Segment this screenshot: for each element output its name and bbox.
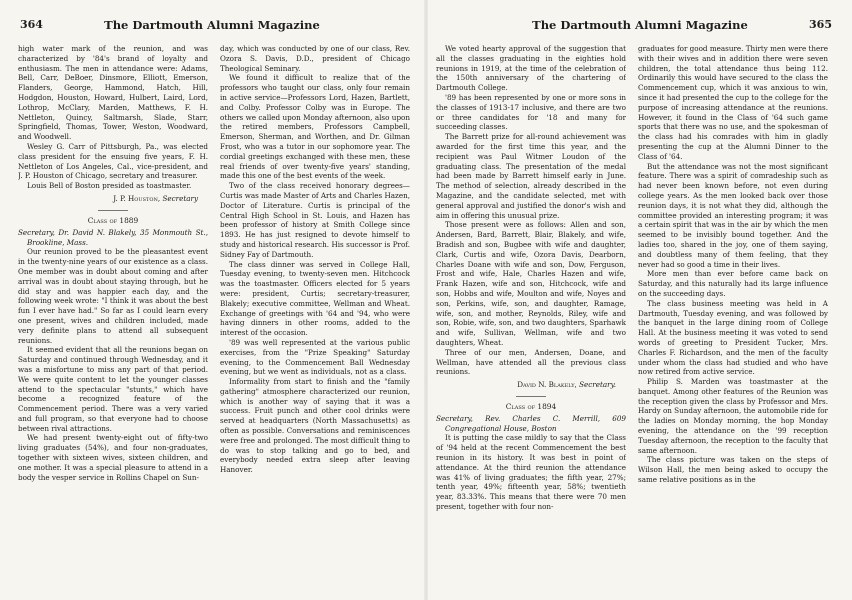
paragraph: day, which was conducted by one of our class, Rev. Ozora S. Davis, D.D., president of Chicago Theological Seminary. <box>220 44 410 73</box>
paragraph: '89 has been represented by one or more sons in the classes of 1913-17 inclusive, and there are two or three candidates for '18 and many for succeeding classes. <box>436 92 626 132</box>
signature-role: Secretary <box>162 193 198 203</box>
class-1894-secretary: Secretary, Rev. Charles C. Merrill, 609 Congregational House, Boston <box>436 413 626 433</box>
paragraph: It seemed evident that all the reunions began on Saturday and continued through Wednesday, and it was a misfortune to miss any part of that period. We were quite content to let the younger classes attend to the spectacular "stunts," which have become a recognized feature of the Commencement period. There was a very varied and full program, so that everyone had to choose between rival attractions. <box>18 345 208 433</box>
paragraph: Informality from start to finish and the "family gathering" atmosphere characterized our reunion, which is another way of saying that it was a success. Fruit punch and other cool drinks were served at headquarters (North Massachusetts) as often as possible. Conversations and reminiscences were free and prolonged. The most difficult thing to do was to stop talking and go to bed, and everybody needed extra sleep after leaving Hanover. <box>220 377 410 475</box>
right-column-1 <box>436 44 626 598</box>
section-divider <box>98 210 128 211</box>
paragraph: high water mark of the reunion, and was characterized by '84's brand of loyalty and enthusiasm. The men in attendance were: Adams, Bell, Carr, DeBoer, Dinsmore, Elliott, Emerson, Flanders, George, Hammond, Hatch, Hill, Hodgdon, Houston, Howard, Hulbert, Laird, Lord, Lothrop, McClary, Marden, Matthews, F. H. Nettleton, Quincy, Saltmarsh, Slade, Starr, Springfield, Thomas, Tower, Weston, Woodward, and Woodwell. <box>18 44 208 142</box>
paragraph: The class picture was taken on the steps of Wilson Hall, the men being asked to occupy the same relative positions as in the <box>638 455 828 485</box>
left-page-number: 364 <box>20 18 43 31</box>
paragraph: It is putting the case mildly to say that the Class of '94 held at the recent Commencement the best reunion in its history. It was best in point of attendance. At the third reunion the attendance was 41% of living graduates; the fifth year, 27%; tenth year, 49%; fifteenth year, 58%; twentieth year, 83.33%. This means that there were 70 men present, together with four non- <box>436 433 626 512</box>
class-1889-secretary: Secretary, Dr. David N. Blakely, 35 Monmouth St., Brookline, Mass. <box>18 227 208 247</box>
paragraph: The Barrett prize for all-round achievement was awarded for the first time this year, and the recipient was Paul Witmer Loudon of the graduating class. The presentation of the medal had been made by Barrett himself early in June. The method of selection, already described in the Magazine, and the candidate selected, met with general approval and justified the donor's wish and aim in offering this unusual prize. <box>436 132 626 220</box>
paragraph: The class business meeting was held in A Dartmouth, Tuesday evening, and was followed by the banquet in the large dining room of College Hall. At the business meeting it was voted to send words of greeting to President Tucker, Mrs. Charles F. Richardson, and the men of the faculty under whom the class had studied and who have now retired from active service. <box>638 298 828 377</box>
paragraph: Wesley G. Carr of Pittsburgh, Pa., was elected class president for the ensuing five years, F. H. Nettleton of Los Angeles, Cal., vice-president, and J. P. Houston of Chicago, secretary and treasurer. <box>18 141 208 181</box>
paragraph: Those present were as follows: Allen and son, Andersen, Bard, Barrett, Blair, Blakely, and wife, Bradish and son, Bugbee with wife and daughter, Clark, Curtis and wife, Ozora Davis, Dearborn, Charles Doane with wife and son, Dow, Ferguson, Frost and wife, Hale, Charles Hazen and wife, Frank Hazen, wife and son, Hitchcock, wife and son, Hobbs and wife, Moulton and wife, Noyes and son, Perkins, wife, son, and daughter, Ramage, wife, son, and mother, Reynolds, Riley, wife and son, Robie, wife, son, and two daughters, Sparhawk and wife, Sullivan, Wellman, wife and two daughters, Wheat. <box>436 220 626 347</box>
left-running-head <box>20 18 404 34</box>
signature-name: J. P. Houston, <box>113 193 161 203</box>
class-1889-heading: Class of 1889 <box>87 215 139 225</box>
left-running-title: The Dartmouth Alumni Magazine <box>104 18 320 32</box>
right-running-head <box>448 18 832 34</box>
paragraph: Louis Bell of Boston presided as toastmaster. <box>27 181 192 191</box>
class-1894-heading: Class of 1894 <box>505 401 557 411</box>
left-column-2 <box>220 44 410 598</box>
right-page-number: 365 <box>809 18 832 31</box>
paragraph: We had present twenty-eight out of fifty-two living graduates (54%), and four non-graduates, together with sixteen wives, sixteen children, and one mother. It was a special pleasure to attend in a body the vesper service in Rollins Chapel on Sun- <box>18 433 208 482</box>
right-column-2 <box>638 44 828 598</box>
paragraph: '89 was well represented at the various public exercises, from the "Prize Speaking" Saturday evening, to the Commencement Ball Wednesday evening, but we went as individuals, not as a class. <box>220 337 410 377</box>
right-page <box>428 0 852 600</box>
paragraph: More men than ever before came back on Saturday, and this naturally had its large influence on the succeeding days. <box>638 269 828 298</box>
paragraph: Our reunion proved to be the pleasantest event in the twenty-nine years of our existence as a class. One member was in doubt about coming and after arrival was in doubt about staying through, but he did stay and was happier each day, and the following week wrote: "I think it was about the best fun I ever have had." So far as I could learn every one present, wives and children included, made very definite plans to attend all subsequent reunions. <box>18 247 208 345</box>
signature-1884 <box>18 194 198 204</box>
paragraph: Three of our men, Andersen, Doane, and Wellman, have attended all the previous class reunions. <box>436 347 626 377</box>
left-page <box>0 0 424 600</box>
paragraph: Two of the class received honorary degrees—Curtis was made Master of Arts and Charles Hazen, Doctor of Literature. Curtis is principal of the Central High School in St. Louis, and Hazen has been professor of history at Smith College since 1893. He has just resigned to devote himself to study and historical research. His successor is Prof. Sidney Fay of Dartmouth. <box>220 181 410 259</box>
paragraph: graduates for good measure. Thirty men were there with their wives and in addition there were seven children, the total attendance thus being 112. Ordinarily this would have secured to the class the Commencement cup, which it was anxious to win, since it had presented the cup to the college for the purpose of increasing attendance at the reunions. However, it found in the Class of '64 such game sports that there was no use, and the spokesman of the class had his comrades with him in gladly presenting the cup at the Alumni Dinner to the Class of '64. <box>638 44 828 161</box>
signature-name: David N. Blakely, <box>517 380 577 390</box>
paragraph: The class dinner was served in College Hall, Tuesday evening, to twenty-seven men. Hitchcock was the toastmaster. Officers elected for 5 years were: president, Curtis; secretary-treasurer, Blakely; executive committee, Wellman and Wheat. Exchange of greetings with '64 and '94, who were having dinners in other rooms, added to the interest of the occasion. <box>220 259 410 338</box>
section-divider <box>516 396 546 397</box>
paragraph: Philip S. Marden was toastmaster at the banquet. Among other features of the Reunion was the reception given the class by Professor and Mrs. Hardy on Sunday afternoon, the automobile ride for the ladies on Monday morning, the hop Monday evening, the attendance on the '99 reception Tuesday afternoon, the reception to the faculty that same afternoon. <box>638 377 828 455</box>
right-running-title: The Dartmouth Alumni Magazine <box>532 18 748 32</box>
paragraph: But the attendance was not the most significant feature. There was a spirit of comradeship such as had never been known before, not even during college years. As the men looked back over those reunion days, it is not what they did, although the committee provided an interesting program; it was a certain spirit that was in the air by which the men seemed to be invisibly bound together. And the ladies too, shared in the joy, one of them saying, and doubtless many of them feeling, that they never had so good a time in their lives. <box>638 161 828 269</box>
paragraph: We found it difficult to realize that of the professors who taught our class, only four remain in active service—Professors Lord, Hazen, Bartlett, and Colby. Professor Colby was in Europe. The others we called upon Monday afternoon, also upon the retired members, Professors Campbell, Emerson, Sherman, and Worthen, and Dr. Gilman Frost, who was a tutor in our sophomore year. The cordial greetings exchanged with these men, these real friends of over twenty-five years' standing, made this one of the best events of the week. <box>220 73 410 181</box>
paragraph: We voted hearty approval of the suggestion that all the classes graduating in the eighties hold reunions in 1919, at the time of the celebration of the 150th anniversary of the chartering of Dartmouth College. <box>436 44 626 93</box>
signature-role: Secretary. <box>579 380 616 390</box>
signature-1889 <box>436 380 616 390</box>
left-column-1 <box>18 44 208 598</box>
